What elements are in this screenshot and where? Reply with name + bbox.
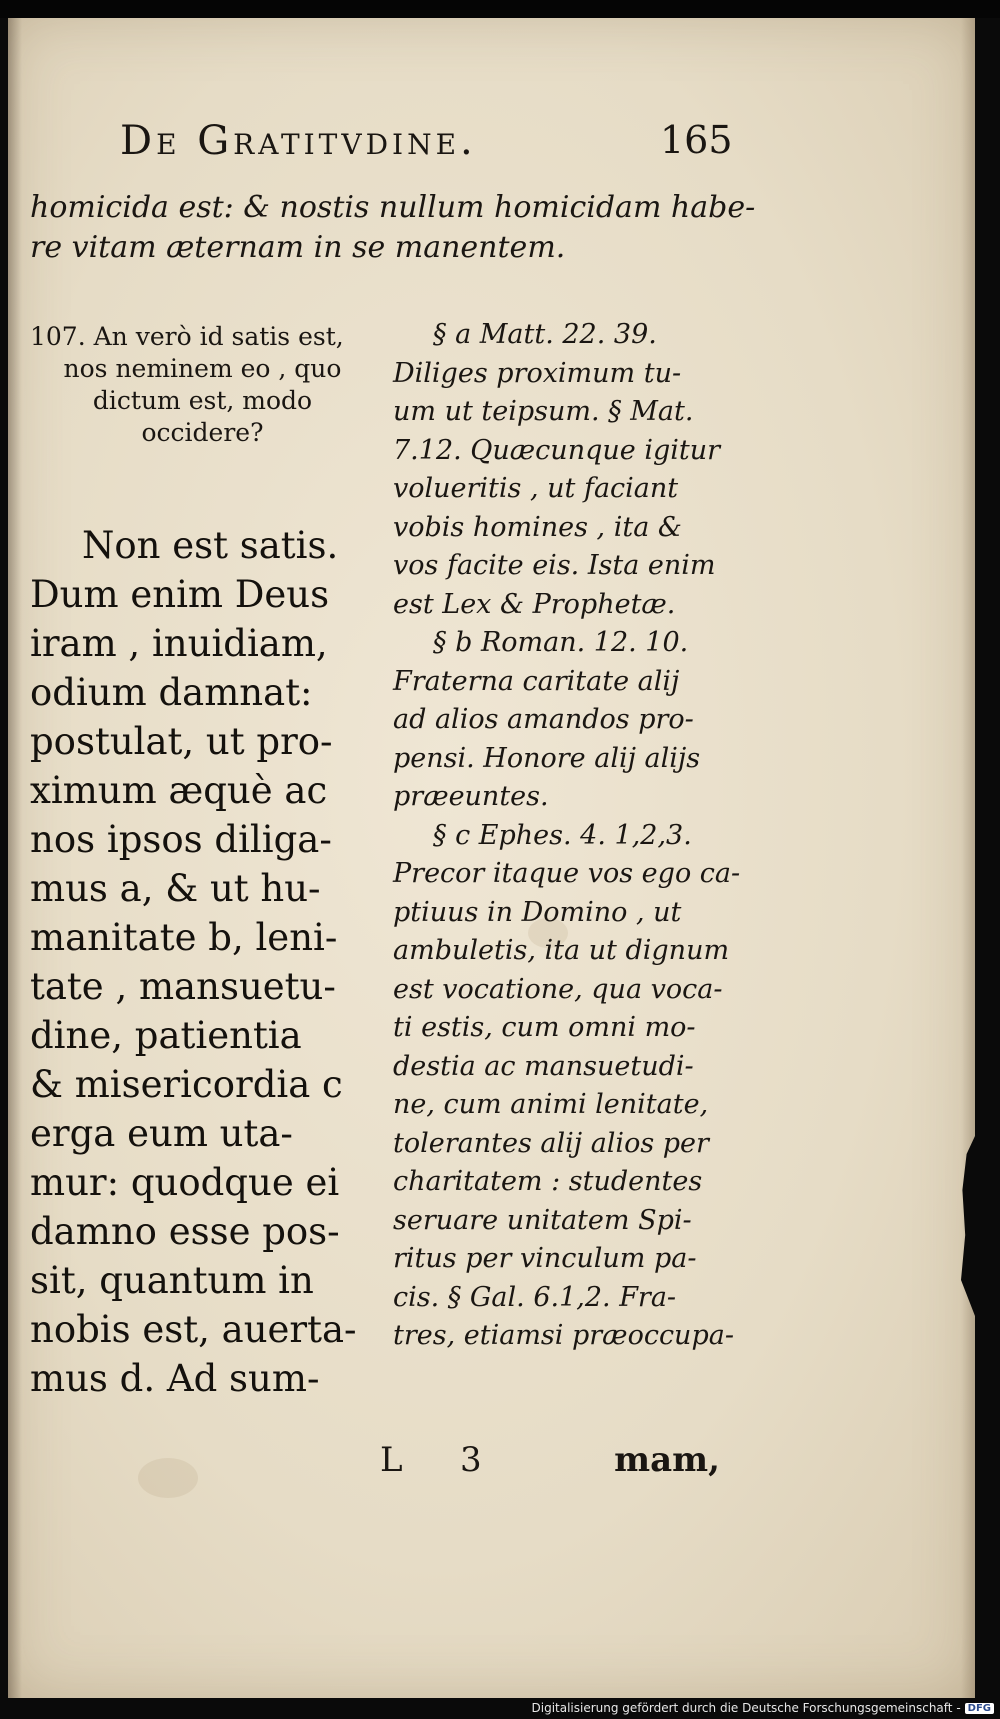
note-line: cis. § Gal. 6.1,2. Fra- <box>393 1281 677 1313</box>
note-line: est Lex & Prophetæ. <box>393 588 676 620</box>
note-line: pensi. Honore alij alijs <box>393 742 701 774</box>
note-line: 7.12. Quæcunque igitur <box>393 434 721 466</box>
question-line: occidere? <box>141 418 264 447</box>
note-line: destia ac mansuetudi- <box>393 1050 694 1082</box>
digitization-credit <box>532 1701 995 1715</box>
question-line: 107. An verò id satis est, <box>30 322 344 351</box>
answer-line: erga eum uta- <box>30 1112 293 1155</box>
signature-number: 3 <box>460 1440 482 1480</box>
page-header <box>120 118 733 164</box>
note-line: § a Matt. 22. 39. <box>433 319 657 350</box>
answer-line: damno esse pos- <box>30 1210 340 1253</box>
answer-line: odium damnat: <box>30 671 313 714</box>
carryover-line: re vitam æternam in se manentem. <box>30 230 566 265</box>
book-page <box>8 18 975 1698</box>
paper-stain <box>138 1458 198 1498</box>
answer-line: mus d. Ad sum- <box>30 1357 320 1400</box>
note-line: præeuntes. <box>393 781 549 812</box>
note-line: volueritis , ut faciant <box>393 473 679 504</box>
question-block <box>30 321 375 449</box>
note-line: ne, cum animi lenitate, <box>393 1089 709 1120</box>
note-line: vos facite eis. Ista enim <box>393 550 716 581</box>
answer-line: dine, patientia <box>30 1014 302 1057</box>
binding-shadow <box>8 18 22 1698</box>
dfg-logo: DFG <box>965 1703 994 1714</box>
question-line: nos neminem eo , quo <box>63 354 342 383</box>
note-line: ti estis, cum omni mo- <box>393 1012 696 1043</box>
page-edge-shadow <box>961 18 975 1698</box>
page-number: 165 <box>660 118 733 162</box>
note-line: tolerantes alij alios per <box>393 1127 709 1159</box>
answer-line: Non est satis. <box>82 524 339 567</box>
note-line: Diliges proximum tu- <box>393 357 682 389</box>
answer-line: tate , mansuetu- <box>30 965 336 1008</box>
note-line: Fraterna caritate alij <box>393 665 680 697</box>
credit-text: Digitalisierung gefördert durch die Deutsche Forschungsgemeinschaft - <box>531 1701 961 1715</box>
catchword: mam, <box>614 1440 720 1480</box>
answer-block <box>30 521 375 1403</box>
note-line: Precor itaque vos ego ca- <box>393 858 741 889</box>
note-line: seruare unitatem Spi- <box>393 1204 692 1236</box>
answer-line: Dum enim Deus <box>30 573 330 616</box>
answer-line: iram , inuidiam, <box>30 622 328 665</box>
note-line: tres, etiamsi præoccupa- <box>393 1320 734 1351</box>
carryover-line: homicida est: & nostis nullum homicidam habe- <box>30 190 756 225</box>
note-line: § c Ephes. 4. 1,2,3. <box>433 819 692 851</box>
marginal-notes <box>393 316 741 1356</box>
answer-line: nos ipsos diliga- <box>30 818 332 861</box>
note-line: charitatem : studentes <box>393 1166 703 1197</box>
note-line: est vocatione, qua voca- <box>393 973 723 1005</box>
note-line: ritus per vinculum pa- <box>393 1243 697 1274</box>
running-head: De Gratitvdine. <box>120 118 477 164</box>
note-line: um ut teipsum. § Mat. <box>393 396 694 427</box>
carryover-text <box>30 188 756 268</box>
note-line: vobis homines , ita & <box>393 511 682 543</box>
answer-line: ximum æquè ac <box>30 769 328 812</box>
answer-line: mus a, & ut hu- <box>30 867 321 910</box>
note-line: ambuletis, ita ut dignum <box>393 935 730 966</box>
answer-line: sit, quantum in <box>30 1259 314 1302</box>
note-line: ad alios amandos pro- <box>393 704 694 735</box>
question-line: dictum est, modo <box>92 386 313 415</box>
answer-line: postulat, ut pro- <box>30 720 333 763</box>
answer-line: & misericordia c <box>30 1063 343 1106</box>
signature-mark: L <box>380 1440 403 1480</box>
note-line: ptiuus in Domino , ut <box>393 896 682 928</box>
answer-line: manitate b, leni- <box>30 916 338 959</box>
scan-border-top <box>0 0 1000 18</box>
answer-line: nobis est, auerta- <box>30 1308 357 1351</box>
note-line: § b Roman. 12. 10. <box>433 627 689 658</box>
answer-line: mur: quodque ei <box>30 1161 340 1204</box>
